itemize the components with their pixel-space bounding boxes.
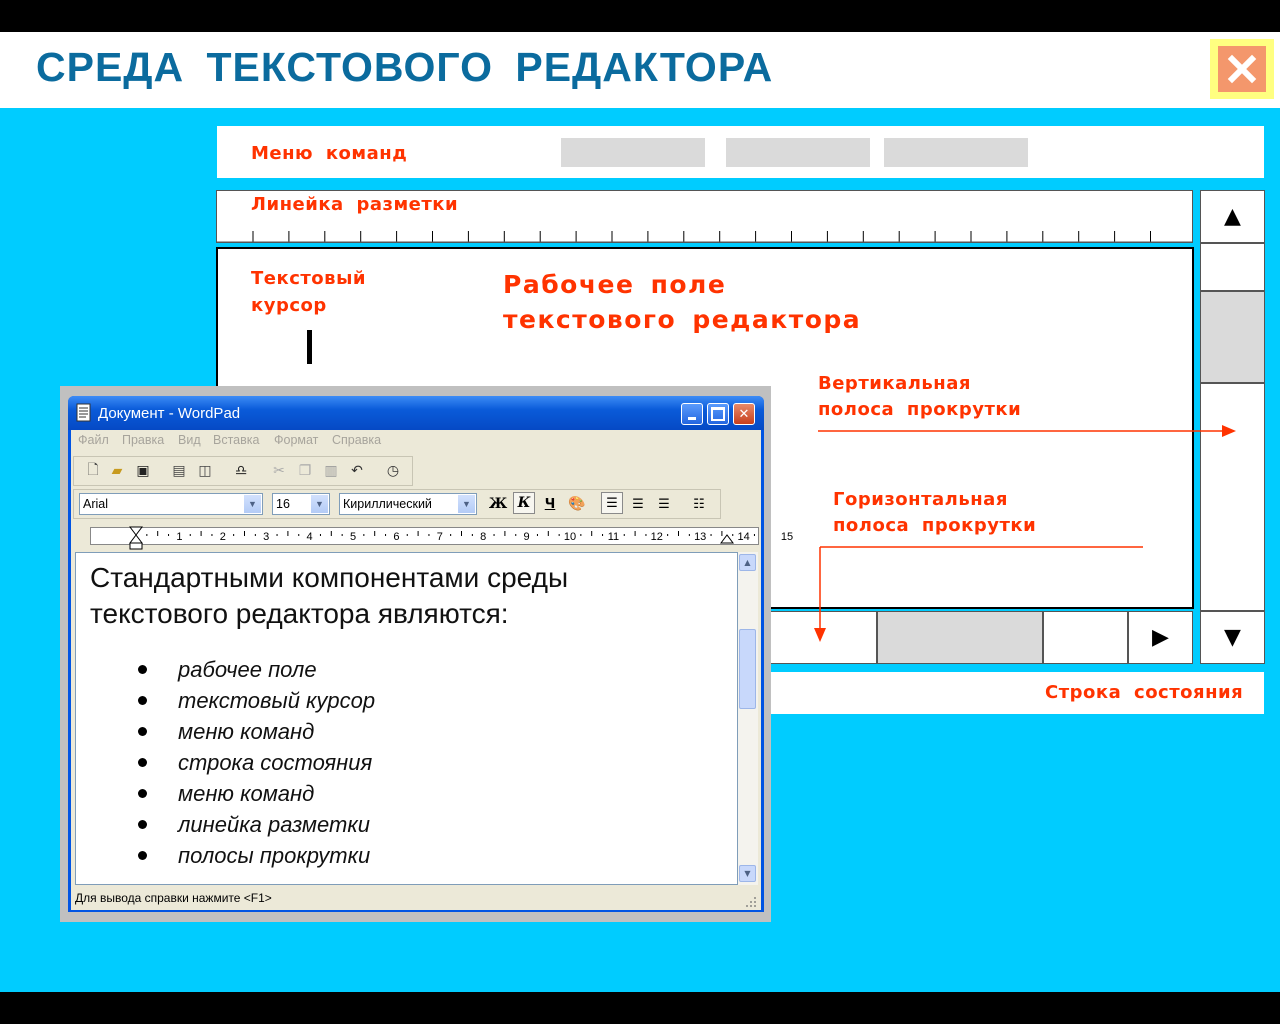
new-document-icon[interactable]: 🗋 — [87, 462, 99, 478]
align-right-icon[interactable]: ☰ — [658, 496, 670, 512]
bullet-icon — [138, 851, 147, 860]
copy-icon[interactable]: ❐ — [298, 463, 312, 479]
page-title: СРЕДА ТЕКСТОВОГО РЕДАКТОРА — [36, 44, 774, 90]
script-select[interactable] — [339, 493, 477, 515]
align-center-icon[interactable]: ☰ — [632, 496, 644, 512]
work-label-line2: текстового редактора — [503, 305, 862, 334]
ruler-number: 5 — [349, 531, 357, 543]
ruler-number: 15 — [780, 531, 794, 543]
triangle-right-icon: ▶ — [1152, 625, 1169, 650]
ruler-label: Линейка разметки — [251, 194, 459, 215]
wordpad-ruler-marks — [90, 527, 794, 551]
menu-label: Меню команд — [251, 143, 408, 164]
ruler-tick — [537, 534, 538, 536]
bullet-item: меню команд — [178, 719, 315, 744]
triangle-up-icon: ▲ — [1224, 204, 1241, 229]
ruler-tick — [591, 531, 592, 536]
ruler-number: 14 — [737, 531, 750, 543]
bullet-icon — [138, 696, 147, 705]
wordpad-vscroll[interactable] — [738, 552, 758, 885]
menu-help[interactable]: Справка — [332, 433, 382, 447]
vscroll-label-line2: полоса прокрутки — [818, 399, 1022, 420]
ruler-tick — [472, 534, 473, 536]
intro-text-line1: Стандартными компонентами среды — [90, 562, 569, 593]
chevron-down-icon[interactable]: ▼ — [739, 865, 756, 882]
vscroll-arrow-head — [1222, 425, 1236, 437]
standard-toolbar — [73, 456, 413, 486]
menu-file[interactable]: Файл — [78, 433, 109, 447]
menu-view[interactable]: Вид — [178, 433, 201, 447]
ruler-number: 12 — [650, 531, 663, 543]
bullet-icon — [138, 820, 147, 829]
wordpad-status-text: Для вывода справки нажмите <F1> — [75, 891, 272, 905]
ruler-tick — [320, 534, 321, 536]
ruler-tick — [190, 534, 191, 536]
ruler-tick — [157, 531, 158, 536]
find-icon[interactable]: ♎ — [234, 463, 248, 479]
ruler-number: 10 — [563, 531, 577, 543]
chevron-down-icon: ▼ — [311, 495, 328, 513]
chevron-down-icon: ▼ — [244, 495, 261, 513]
script-value: Кириллический — [343, 497, 432, 511]
bullet-item: меню команд — [178, 781, 315, 806]
wordpad-title: Документ - WordPad — [98, 405, 241, 422]
ruler-tick — [689, 534, 690, 536]
save-icon[interactable]: ▣ — [136, 463, 150, 479]
size-select[interactable] — [272, 493, 330, 515]
menu-edit[interactable]: Правка — [122, 433, 165, 447]
ruler-tick — [363, 534, 364, 536]
font-value: Arial — [83, 497, 109, 511]
ruler-tick — [298, 534, 299, 536]
ruler-tick — [146, 534, 147, 536]
ruler-tick — [504, 531, 505, 536]
ruler-tick — [515, 534, 516, 536]
font-select[interactable] — [79, 493, 263, 515]
ruler-tick — [201, 531, 202, 536]
ruler-number: 2 — [219, 531, 226, 543]
close-icon: ✕ — [738, 406, 750, 422]
chevron-down-icon: ▼ — [458, 495, 475, 513]
align-left-icon[interactable]: ☰ — [601, 492, 623, 514]
hscroll-label-line1: Горизонтальная — [833, 489, 1008, 510]
bullet-icon — [138, 758, 147, 767]
ruler-number: 6 — [393, 531, 400, 543]
ruler-tick — [418, 531, 419, 536]
triangle-down-icon: ▼ — [1224, 625, 1241, 650]
ruler-number: 9 — [523, 531, 530, 543]
ruler-tick — [721, 531, 722, 536]
ruler-tick — [385, 534, 386, 536]
menu-insert[interactable]: Вставка — [213, 433, 260, 447]
wordpad-menubar — [71, 430, 761, 452]
hscroll-label-line2: полоса прокрутки — [833, 515, 1037, 536]
minimize-icon — [688, 417, 696, 420]
italic-button[interactable]: К — [513, 492, 535, 514]
ruler-tick — [645, 534, 646, 536]
bullet-item: линейка разметки — [178, 812, 370, 837]
work-label-line1: Рабочее поле — [503, 270, 727, 299]
ruler-tick — [624, 534, 625, 536]
ruler-number: 13 — [694, 531, 707, 543]
menu-format[interactable]: Формат — [274, 433, 319, 447]
ruler-tick — [407, 534, 408, 536]
bullet-icon — [138, 665, 147, 674]
ruler-tick — [374, 531, 375, 536]
ruler-tick — [450, 534, 451, 536]
cursor-label-line2: курсор — [251, 295, 327, 316]
bullet-item: строка состояния — [178, 750, 373, 775]
ruler-number: 11 — [607, 531, 620, 543]
bold-button[interactable]: Ж — [488, 496, 508, 512]
cut-icon[interactable]: ✂ — [273, 463, 285, 479]
maximize-icon — [711, 407, 725, 421]
bullet-icon — [138, 789, 147, 798]
status-label: Строка состояния — [1045, 682, 1244, 703]
color-palette-icon[interactable]: 🎨 — [568, 496, 586, 512]
ruler-tick — [168, 534, 169, 536]
bullet-item: полосы прокрутки — [178, 843, 371, 868]
size-value: 16 — [276, 497, 290, 511]
bullet-item: рабочее поле — [178, 657, 317, 682]
ruler-tick — [255, 534, 256, 536]
ruler-tick — [211, 534, 212, 536]
open-folder-icon[interactable]: ▰ — [111, 463, 123, 479]
resize-grip-icon[interactable] — [744, 894, 758, 908]
hscroll-arrow-head — [814, 628, 826, 642]
ruler-number: 8 — [480, 531, 487, 543]
ruler-number: 3 — [263, 531, 270, 543]
ruler-tick — [678, 531, 679, 536]
wordpad-vscroll-thumb[interactable] — [739, 629, 756, 709]
paste-icon[interactable]: ▥ — [324, 463, 338, 479]
ruler-tick — [559, 534, 560, 536]
bullet-icon — [138, 727, 147, 736]
ruler-tick — [494, 534, 495, 536]
undo-icon[interactable]: ↶ — [351, 463, 363, 479]
ruler-tick — [548, 531, 549, 536]
document-icon — [76, 403, 92, 422]
ruler-tick — [580, 534, 581, 536]
left-indent-marker-icon[interactable] — [130, 543, 142, 549]
minimize-button[interactable] — [681, 403, 703, 425]
intro-text-line2: текстового редактора являются: — [90, 598, 509, 629]
wordpad-close-button[interactable] — [733, 403, 755, 425]
ruler-number: 1 — [176, 531, 183, 543]
ruler-tick — [711, 534, 712, 536]
indent-marker-icon[interactable] — [130, 527, 142, 543]
vscroll-label-line1: Вертикальная — [818, 373, 971, 394]
bullets-icon[interactable]: ☷ — [693, 496, 705, 512]
ruler-tick — [244, 531, 245, 536]
maximize-button[interactable] — [707, 403, 729, 425]
print-preview-icon[interactable]: ◫ — [198, 463, 212, 479]
insert-datetime-icon[interactable]: ◷ — [386, 463, 400, 479]
ruler-tick — [331, 531, 332, 536]
ruler-tick — [461, 531, 462, 536]
chevron-up-icon[interactable]: ▲ — [739, 554, 756, 571]
format-toolbar — [73, 489, 721, 519]
ruler-number: 7 — [436, 531, 443, 543]
ruler-tick — [602, 534, 603, 536]
ruler-tick — [277, 534, 278, 536]
right-indent-marker-icon[interactable] — [721, 535, 733, 543]
ruler-tick — [732, 534, 733, 536]
ruler-tick — [287, 531, 288, 536]
underline-button[interactable]: Ч — [544, 496, 556, 512]
bullet-item: текстовый курсор — [178, 688, 376, 713]
print-icon[interactable]: ▤ — [172, 463, 186, 479]
ruler-tick — [233, 534, 234, 536]
ruler-tick — [635, 531, 636, 536]
ruler-number: 4 — [306, 531, 313, 543]
cursor-label-line1: Текстовый — [251, 268, 366, 289]
ruler-tick — [428, 534, 429, 536]
ruler-tick — [754, 534, 755, 536]
ruler-tick — [667, 534, 668, 536]
ruler-tick — [342, 534, 343, 536]
